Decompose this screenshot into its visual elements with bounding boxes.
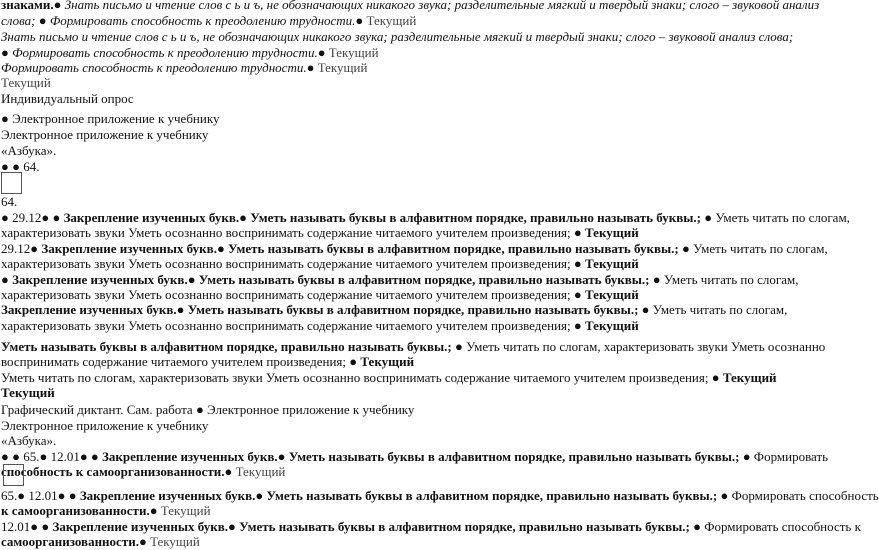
text-line: Текущий bbox=[1, 75, 51, 90]
text-line: слова; ● Формировать способность к преодолению трудности.● Текущий bbox=[1, 13, 417, 28]
text-line: ● ● 64. bbox=[1, 159, 40, 174]
text-line: воспринимать содержание читаемого учителем произведения; ● Текущий bbox=[1, 354, 415, 369]
text-line: способность к самоорганизованности.● Текущий bbox=[1, 464, 286, 479]
empty-checkbox-frame bbox=[1, 172, 22, 194]
text-line: характеризовать звуки Уметь осознанно воспринимать содержание читаемого учителем произведения; ● Текущий bbox=[1, 287, 639, 302]
text-line: к самоорганизованности.● Текущий bbox=[1, 503, 211, 518]
text-line: знаками.● Знать письмо и чтение слов с ь и ъ, не обозначающих никакого звука; разделительные мягкий и твердый знаки; слого – звуковой анализ bbox=[1, 0, 820, 12]
empty-checkbox-frame bbox=[3, 464, 24, 486]
text-line: ● Закрепление изученных букв.● Уметь называть буквы в алфавитном порядке, правильно называть буквы.; ● Уметь читать по слогам, bbox=[1, 272, 799, 287]
text-line: Формировать способность к преодолению трудности.● Текущий bbox=[1, 60, 368, 75]
text-line: Уметь читать по слогам, характеризовать звуки Уметь осознанно воспринимать содержание читаемого учителем произведения; ● Текущий bbox=[1, 370, 777, 385]
text-line: 64. bbox=[1, 194, 18, 209]
text-line: 29.12● Закрепление изученных букв.● Уметь называть буквы в алфавитном порядке, правильно называть буквы.; ● Уметь читать по слогам, bbox=[1, 241, 828, 256]
text-line: Графический диктант. Сам. работа ● Электронное приложение к учебнику bbox=[1, 402, 415, 417]
text-line: Электронное приложение к учебнику bbox=[1, 418, 209, 433]
text-line: Закрепление изученных букв.● Уметь называть буквы в алфавитном порядке, правильно называть буквы.; ● Уметь читать по слогам, bbox=[1, 302, 788, 317]
text-line: Электронное приложение к учебнику bbox=[1, 127, 209, 142]
text-line: ● ● 65.● 12.01● ● Закрепление изученных букв.● Уметь называть буквы в алфавитном порядке, правильно называть буквы.; ● Формировать bbox=[1, 449, 829, 464]
text-line: Текущий bbox=[1, 385, 55, 400]
text-line: ● Электронное приложение к учебнику bbox=[1, 111, 220, 126]
text-line: Индивидуальный опрос bbox=[1, 91, 134, 106]
text-line: Знать письмо и чтение слов с ь и ъ, не обозначающих никакого звука; разделительные мягкий и твердый знаки; слого – звуковой анализ слова; bbox=[1, 29, 794, 44]
text-line: «Азбука». bbox=[1, 143, 57, 158]
text-line: Уметь называть буквы в алфавитном порядке, правильно называть буквы.; ● Уметь читать по слогам, характеризовать звуки Уметь осознанно bbox=[1, 339, 826, 354]
text-line: характеризовать звуки Уметь осознанно воспринимать содержание читаемого учителем произведения; ● Текущий bbox=[1, 318, 639, 333]
text-line: характеризовать звуки Уметь осознанно воспринимать содержание читаемого учителем произведения; ● Текущий bbox=[1, 256, 639, 271]
text-line: ● Формировать способность к преодолению трудности.● Текущий bbox=[1, 45, 379, 60]
text-line: 12.01● ● Закрепление изученных букв.● Уметь называть буквы в алфавитном порядке, правильно называть буквы.; ● Формировать способность к bbox=[1, 519, 861, 534]
text-line: характеризовать звуки Уметь осознанно воспринимать содержание читаемого учителем произведения; ● Текущий bbox=[1, 225, 639, 240]
text-line: 65.● 12.01● ● Закрепление изученных букв.● Уметь называть буквы в алфавитном порядке, правильно называть буквы.; ● Формировать способность bbox=[1, 488, 879, 503]
text-line: «Азбука». bbox=[1, 433, 57, 448]
text-line: самоорганизованности.● Текущий bbox=[1, 534, 200, 549]
text-line: ● 29.12● ● Закрепление изученных букв.● Уметь называть буквы в алфавитном порядке, правильно называть буквы.; ● Уметь читать по слогам, bbox=[1, 210, 850, 225]
